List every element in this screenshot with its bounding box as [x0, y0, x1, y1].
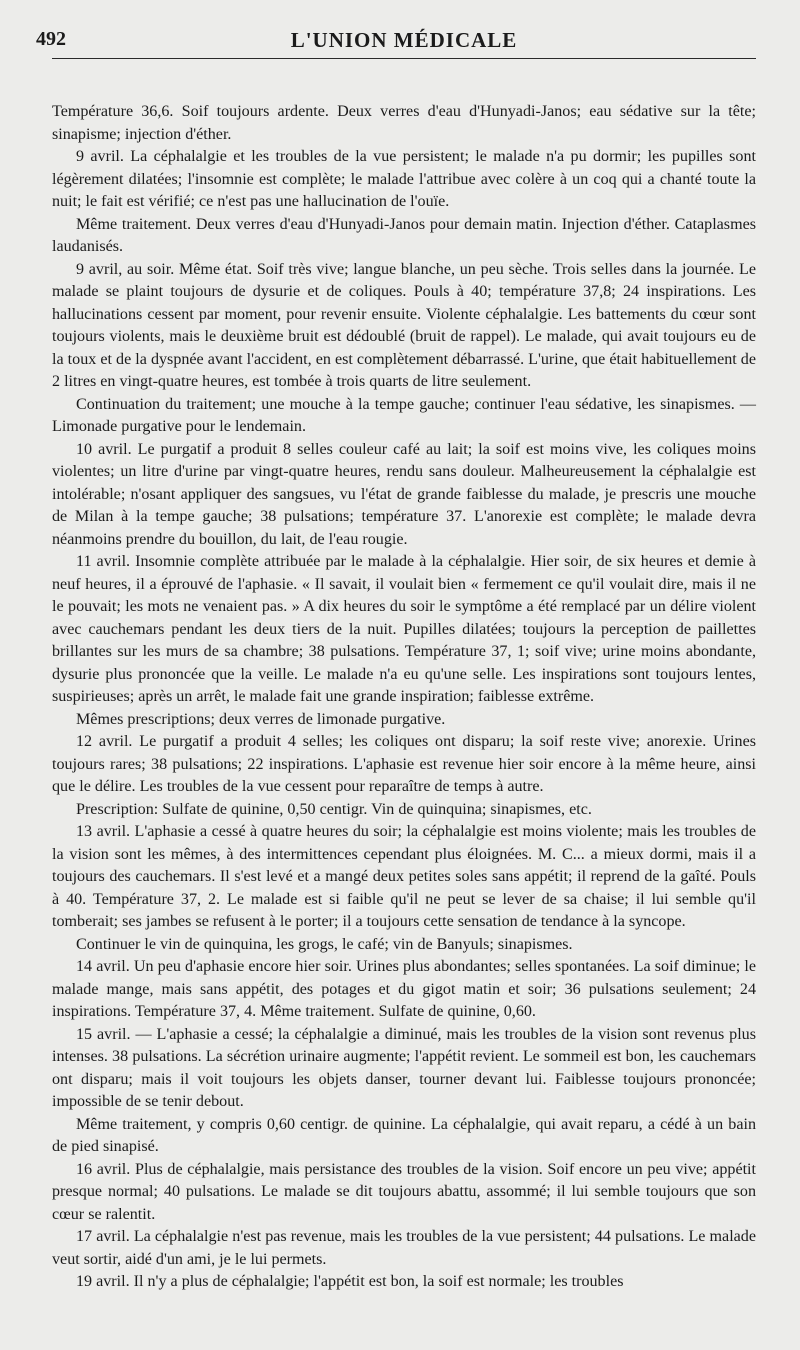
- paragraph: Même traitement, y compris 0,60 centigr. de quinine. La céphalalgie, qui avait reparu, a cédé à un bain de pied sinapisé.: [52, 1115, 756, 1155]
- paragraph: 13 avril. L'aphasie a cessé à quatre heures du soir; la céphalalgie est moins violente; mais les troubles de la vision sont les mêmes, à des intermittences cependant plus éloignées. M. C... a mieux dormi, mais il a toujours des cauchemars. Il s'est levé et a mangé deux petites soles sans appétit; il reprend de la gaîté. Pouls à 40. Température 37, 2. Le malade est si faible qu'il ne peut se lever de sa chaise; il lui semble qu'il tomberait; ses jambes se refusent à le porter; il a toujours cette sensation de tendance à la syncope.: [52, 823, 756, 930]
- paragraph: 11 avril. Insomnie complète attribuée par le malade à la céphalalgie. Hier soir, de six heures et demie à neuf heures, il a éprouvé de l'aphasie. « Il savait, il voulait bien « fermement ce qu'il voulait dire, mais il ne le pouvait; les mots ne venaient pas. » A dix heures du soir le symptôme a été remplacé par un délire violent avec cauchemars pendant les deux tiers de la nuit. Pupilles dilatées; toujours la perception de paillettes brillantes sur les murs de sa chambre; 38 pulsations. Température 37, 1; soif vive; urine moins abondante, dysurie plus prononcée que la veille. Le malade n'a eu qu'une selle. Les inspirations sont toujours lentes, suspirieuses; après un arrêt, le malade fait une grande inspiration; faiblesse extrême.: [52, 553, 756, 705]
- paragraph: 9 avril. La céphalalgie et les troubles de la vue persistent; le malade n'a pu dormir; les pupilles sont légèrement dilatées; l'insomnie est complète; le malade l'attribue avec colère à un coq qui a chanté toute la nuit; le fait est vérifié; ce n'est pas une hallucination de l'ouïe.: [52, 148, 756, 210]
- paragraph: 17 avril. La céphalalgie n'est pas revenue, mais les troubles de la vue persistent; 44 pulsations. Le malade veut sortir, aidé d'un ami, je le lui permets.: [52, 1228, 756, 1268]
- page-header: [36, 26, 756, 59]
- page-number: 492: [36, 28, 66, 50]
- paragraph: Continuer le vin de quinquina, les grogs, le café; vin de Banyuls; sinapismes.: [76, 935, 573, 953]
- paragraph: 16 avril. Plus de céphalalgie, mais persistance des troubles de la vision. Soif encore un peu vive; appétit presque normal; 40 pulsations. Le malade se dit toujours abattu, assommé; il lui semble toujours que son cœur se ralentit.: [52, 1160, 756, 1223]
- running-title: L'UNION MÉDICALE: [290, 28, 518, 52]
- paragraph: 10 avril. Le purgatif a produit 8 selles couleur café au lait; la soif est moins vive, les coliques moins violentes; un litre d'urine par vingt-quatre heures, rendu sans douleur. Malheureusement la céphalalgie est intolérable; n'osant appliquer des sangsues, vu l'état de grande faiblesse du malade, je prescris une mouche de Milan à la tempe gauche; 38 pulsations; température 37. L'anorexie est complète; le malade devra néanmoins prendre du bouillon, du lait, de l'eau rougie.: [52, 440, 756, 548]
- paragraph: Prescription: Sulfate de quinine, 0,50 centigr. Vin de quinquina; sinapismes, etc.: [76, 800, 592, 818]
- paragraph: 15 avril. — L'aphasie a cessé; la céphalalgie a diminué, mais les troubles de la vision sont revenus plus intenses. 38 pulsations. La sécrétion urinaire augmente; l'appétit revient. Le sommeil est bon, les cauchemars ont disparu; mais il voit toujours les objets danser, tourner devant lui. Faiblesse toujours prononcée; impossible de se tenir debout.: [52, 1025, 756, 1110]
- paragraph: Mêmes prescriptions; deux verres de limonade purgative.: [76, 710, 446, 728]
- paragraph: Continuation du traitement; une mouche à la tempe gauche; continuer l'eau sédative, les sinapismes. — Limonade purgative pour le lendemain.: [52, 395, 756, 435]
- paragraph: 14 avril. Un peu d'aphasie encore hier soir. Urines plus abondantes; selles spontanées. La soif diminue; le malade mange, mais sans appétit, des potages et du gigot matin et soir; 36 pulsations seulement; 24 inspirations. Température 37, 4. Même traitement. Sulfate de quinine, 0,60.: [52, 958, 756, 1020]
- paragraph: Même traitement. Deux verres d'eau d'Hunyadi-Janos pour demain matin. Injection d'éther. Cataplasmes laudanisés.: [52, 215, 756, 255]
- paragraph: 9 avril, au soir. Même état. Soif très vive; langue blanche, un peu sèche. Trois selles dans la journée. Le malade se plaint toujours de dysurie et de coliques. Pouls à 40; température 37,8; 24 inspirations. Les hallucinations cessent par moment, pour revenir ensuite. Violente céphalalgie. Les battements du cœur sont toujours violents, mais le deuxième bruit est dédoublé (bruit de rappel). Le malade, qui avait toujours eu de la toux et de la dyspnée avant l'accident, en est complètement débarrassé. L'urine, que était habituellement de 2 litres en vingt-quatre heures, est tombée à trois quarts de litre seulement.: [52, 260, 756, 390]
- body-text: [52, 101, 756, 1294]
- paragraph: Température 36,6. Soif toujours ardente. Deux verres d'eau d'Hunyadi-Janos; eau sédative sur la tête; sinapisme; injection d'éther.: [52, 103, 756, 143]
- paragraph: 12 avril. Le purgatif a produit 4 selles; les coliques ont disparu; la soif reste vive; anorexie. Urines toujours rares; 38 pulsations; 22 inspirations. L'aphasie est revenue hier soir encore à la même heure, ainsi que le délire. Les troubles de la vue cessent pour reparaître de temps à autre.: [52, 733, 756, 795]
- paragraph: 19 avril. Il n'y a plus de céphalalgie; l'appétit est bon, la soif est normale; les troubles: [76, 1273, 624, 1290]
